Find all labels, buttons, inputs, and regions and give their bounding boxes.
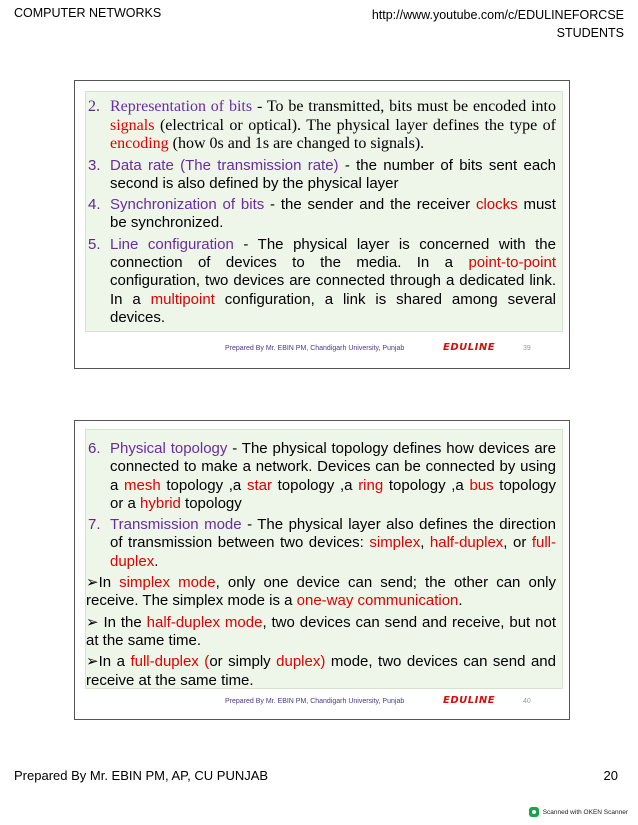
slide-page-number: 39 — [523, 345, 531, 352]
item-number: 7. — [88, 516, 101, 534]
item-text: (how 0s and 1s are changed to signals). — [168, 135, 425, 152]
list-item — [86, 196, 562, 233]
eduline-logo: EDULINE — [443, 342, 496, 353]
highlight-term: ring — [358, 476, 384, 494]
highlight-term: half-duplex mode — [146, 613, 263, 631]
item-text: configuration, two devices are connected through a dedicated link. In a — [110, 272, 556, 308]
item-number: 4. — [88, 196, 101, 214]
item-text: topology ,a — [160, 476, 247, 494]
item-text: , two devices can send and receive, but not at the same time. — [86, 613, 556, 649]
item-number: 6. — [88, 440, 101, 457]
item-text: - The physical topology defines how devices are connected to make a network. Devices can be connected by using a — [110, 440, 556, 494]
arrow-bullet-icon: ➢ — [86, 653, 99, 671]
slide-footer — [75, 695, 569, 709]
highlight-term: mesh — [124, 476, 161, 494]
bullet-item — [86, 574, 562, 611]
highlight-term: hybrid — [140, 494, 181, 512]
item-text: - the number of bits sent each second is also defined by the physical layer — [110, 156, 556, 192]
item-text: - The physical layer is concerned with the connection of devices to the media. In a — [110, 235, 556, 271]
slide-40 — [74, 420, 570, 720]
item-text: topology or a — [110, 476, 557, 512]
highlight-term: bus — [469, 476, 494, 494]
arrow-bullet-icon: ➢ — [86, 613, 99, 631]
item-text: - the sender and the receiver — [264, 196, 476, 214]
item-term: Line configuration — [110, 235, 234, 253]
item-text: , or — [503, 534, 532, 552]
item-text: - The physical layer also defines the direction of transmission between two devices: — [110, 516, 556, 552]
item-text: configuration, a link is shared among several devices. — [110, 290, 556, 326]
item-text: topology ,a — [383, 476, 470, 494]
item-text: . — [458, 592, 463, 610]
slide-page-number: 40 — [523, 698, 531, 705]
slide-40-content-panel — [85, 429, 563, 689]
highlight-term: half-duplex — [429, 534, 504, 552]
highlight-term: full-duplex — [110, 534, 556, 570]
item-text: In — [98, 574, 120, 592]
item-number: 3. — [88, 156, 101, 174]
header-url-line1: http://www.youtube.com/c/EDULINEFORCSE — [371, 8, 624, 22]
bullet-item — [86, 614, 562, 651]
item-number: 2. — [88, 98, 100, 115]
header-course-title: COMPUTER NETWORKS — [14, 6, 162, 20]
item-number: 5. — [88, 235, 101, 253]
item-text: In the — [98, 613, 147, 631]
item-text: , — [420, 534, 430, 552]
item-term: Data rate (The transmission rate) — [110, 156, 339, 174]
item-term: Transmission mode — [110, 516, 242, 534]
okenscanner-logo-icon — [529, 807, 539, 817]
scanner-watermark — [529, 807, 628, 817]
item-text: or simply — [209, 653, 277, 671]
highlight-term: point-to-point — [468, 253, 556, 271]
item-text: In a — [98, 653, 131, 671]
arrow-bullet-icon: ➢ — [86, 574, 99, 592]
scanner-label: Scanned with OKEN Scanner — [542, 808, 628, 816]
list-item — [86, 157, 562, 194]
highlight-term: one-way communication — [296, 592, 459, 610]
bullet-item — [86, 653, 562, 690]
highlight-term: encoding — [110, 135, 169, 152]
highlight-term: full-duplex ( — [130, 653, 210, 671]
item-text: topology — [180, 494, 242, 512]
list-item — [86, 440, 562, 513]
list-item — [86, 516, 562, 571]
slide-39 — [74, 80, 570, 369]
eduline-logo: EDULINE — [443, 695, 496, 706]
highlight-term: simplex — [369, 534, 421, 552]
slide-footer-author: Prepared By Mr. EBIN PM, Chandigarh University, Punjab — [225, 345, 405, 352]
item-text: topology ,a — [271, 476, 359, 494]
page-number: 20 — [603, 768, 618, 783]
item-text: - To be transmitted, bits must be encoded into — [252, 98, 557, 115]
highlight-term: signals — [110, 116, 155, 134]
slide-footer-author: Prepared By Mr. EBIN PM, Chandigarh University, Punjab — [225, 698, 405, 705]
header-channel-url — [372, 6, 624, 42]
list-item — [86, 236, 562, 327]
highlight-term: clocks — [475, 196, 518, 214]
item-text: . — [154, 552, 159, 570]
item-text: , only one device can send; the other can only receive. The simplex mode is a — [86, 574, 556, 610]
item-term: Physical topology — [110, 440, 228, 457]
slide-39-content-panel — [85, 91, 563, 332]
item-term: Synchronization of bits — [110, 196, 265, 214]
page-footer-author: Prepared By Mr. EBIN PM, AP, CU PUNJAB — [14, 768, 269, 783]
highlight-term: duplex) — [276, 653, 326, 671]
list-item — [86, 98, 562, 154]
item-term: Representation of bits — [110, 98, 253, 115]
item-text: (electrical or optical). The physical layer defines the type of — [154, 116, 556, 134]
highlight-term: star — [246, 476, 272, 494]
header-url-line2: STUDENTS — [556, 26, 624, 40]
highlight-term: multipoint — [150, 290, 215, 308]
slide-footer — [75, 342, 569, 356]
item-text: mode, two devices can send and receive at the same time. — [86, 653, 556, 689]
item-text: must be synchronized. — [110, 196, 556, 232]
highlight-term: simplex mode — [119, 574, 216, 592]
